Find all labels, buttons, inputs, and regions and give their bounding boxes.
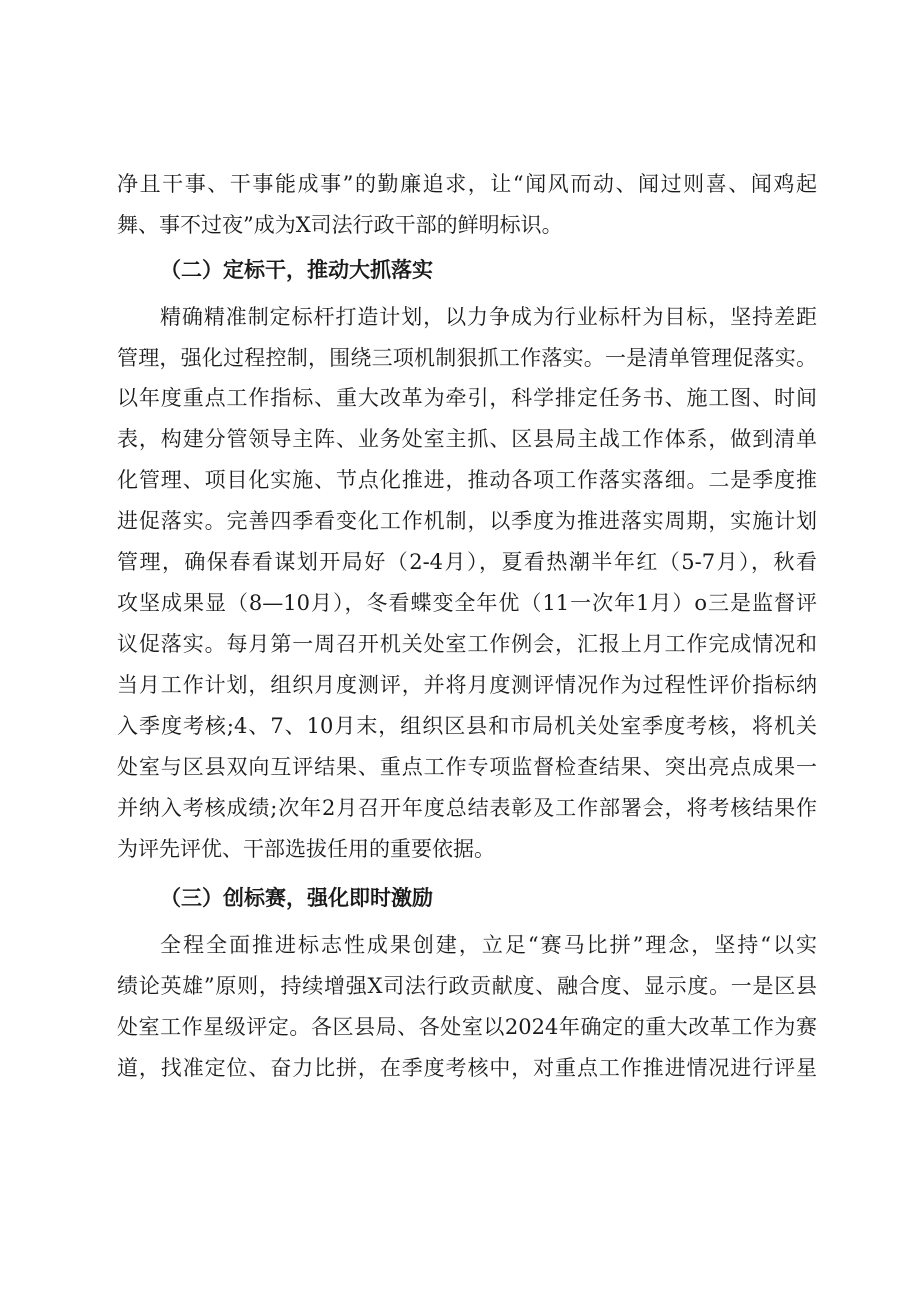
para2-line-1: 精确精准制定标杆打造计划，以力争成为行业标杆为目标，坚持差距 — [160, 305, 817, 329]
para2-line-6: 进促落实。完善四季看变化工作机制，以季度为推进落实周期，实施计划 — [117, 509, 817, 533]
para3-line-2: 绩论英雄”原则，持续增强X司法行政贡献度、融合度、显示度。一是区县 — [117, 974, 817, 998]
para2-line-7: 管理，确保春看谋划开局好（2-4月），夏看热潮半年红（5-7月），秋看 — [117, 550, 817, 574]
para2-line-4: 表，构建分管领导主阵、业务处室主抓、区县局主战工作体系，做到清单 — [117, 427, 817, 451]
para2-line-10: 当月工作计划，组织月度测评，并将月度测评情况作为过程性评价指标纳 — [117, 673, 817, 697]
para2-line-13: 并纳入考核成绩;次年2月召开年度总结表彰及工作部署会，将考核结果作 — [117, 796, 817, 820]
para3-line-3: 处室工作星级评定。各区县局、各处室以2024年确定的重大改革工作为赛 — [117, 1015, 817, 1039]
para1-line-2: 舞、事不过夜”成为X司法行政干部的鲜明标识。 — [117, 213, 563, 237]
para2-line-3: 以年度重点工作指标、重大改革为牵引，科学排定任务书、施工图、时间 — [117, 386, 817, 410]
para2-line-12: 处室与区县双向互评结果、重点工作专项监督检查结果、突出亮点成果一 — [117, 755, 817, 779]
section-heading-2: （二）定标干，推动大抓落实 — [160, 257, 433, 282]
para2-line-2: 管理，强化过程控制，围绕三项机制狠抓工作落实。一是清单管理促落实。 — [117, 346, 817, 370]
para3-line-1: 全程全面推进标志性成果创建，立足“赛马比拼”理念，坚持“以实 — [160, 933, 817, 957]
para2-line-9: 议促落实。每月第一周召开机关处室工作例会，汇报上月工作完成情况和 — [117, 632, 817, 656]
para2-line-8: 攻坚成果显（8—10月），冬看蝶变全年优（11一次年1月）o三是监督评 — [117, 591, 817, 615]
para2-line-11: 入季度考核;4、7、10月末，组织区县和市局机关处室季度考核，将机关 — [117, 714, 817, 738]
para2-line-5: 化管理、项目化实施、节点化推进，推动各项工作落实落细。二是季度推 — [117, 468, 817, 492]
para1-line-1: 净且干事、干事能成事”的勤廉追求，让“闻风而动、闻过则喜、闻鸡起 — [117, 172, 817, 196]
para2-line-14: 为评先评优、干部选拔任用的重要依据。 — [117, 837, 495, 861]
para3-line-4: 道，找准定位、奋力比拼，在季度考核中，对重点工作推进情况进行评星 — [117, 1056, 817, 1080]
section-heading-3: （三）创标赛，强化即时激励 — [160, 885, 433, 910]
